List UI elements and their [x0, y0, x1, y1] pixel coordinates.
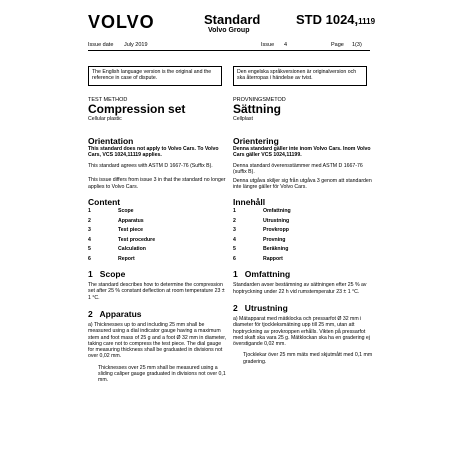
right-column [233, 97, 373, 365]
english-note-box: The English language version is the original and the reference in case of dispute. [88, 66, 222, 86]
orientation-text-2: Denna utgåva skiljer sig från utgåva 3 genom att standarden inte längre gäller för Volvo Cars. [233, 177, 372, 191]
standard-title: Standard [204, 12, 261, 27]
issue-date-label: Issue date [88, 42, 114, 48]
contents-item [88, 255, 228, 265]
contents-item [233, 226, 373, 236]
standard-number-main: STD 1024, [296, 12, 359, 27]
issue-number: 4 [284, 42, 288, 48]
contents-title: Rapport [263, 255, 283, 262]
contents-item [233, 255, 373, 265]
doc-subtitle: Cellular plastic [88, 116, 122, 123]
orientation-text-1: This standard agrees with ASTM D 1667-76 (Suffix B). [88, 163, 213, 170]
contents-title: Test piece [118, 227, 143, 234]
doc-subtitle: Cellplast [233, 116, 253, 123]
scope-heading: 1 Scope [88, 269, 126, 280]
contents-number: 2 [233, 217, 236, 224]
contents-title: Beräkning [263, 246, 289, 253]
contents-item [233, 245, 373, 255]
contents-item [88, 226, 228, 236]
contents-number: 4 [88, 236, 91, 243]
contents-item [88, 236, 228, 246]
contents-item [88, 207, 228, 217]
orientation-bold: This standard does not apply to Volvo Cars. To Volvo Cars, VCS 1024,11119 applies. [88, 145, 219, 158]
swedish-note-box: Den engelska språkversionen är originalversion och ska återropas i händelse av tvist. [233, 66, 367, 86]
contents-item [88, 217, 228, 227]
contents-item [233, 207, 373, 217]
scope-text: The standard describes how to determine the compression set after 25 % constant deflection at room temperature 23 ± 1 °C. [88, 282, 225, 301]
contents-item [233, 217, 373, 227]
contents-item [88, 245, 228, 255]
method-label: TEST METHOD [88, 97, 128, 103]
contents-number: 5 [88, 246, 91, 253]
standard-number [296, 12, 375, 27]
standard-subtitle: Volvo Group [208, 27, 250, 34]
contents-title: Calculation [118, 246, 146, 253]
contents-number: 6 [88, 255, 91, 262]
contents-title: Report [118, 255, 135, 262]
issue-date: July 2019 [124, 42, 148, 48]
doc-title: Sättning [233, 102, 281, 117]
doc-title: Compression set [88, 102, 186, 117]
method-label: PROVNINGSMETOD [233, 97, 286, 103]
orientation-text-2: This issue differs from issue 3 in that the standard no longer applies to Volvo Cars. [88, 177, 226, 190]
contents-title: Apparatus [118, 217, 144, 224]
orientation-bold: Denna standard gäller inte inom Volvo Cars. Inom Volvo Cars gäller VCS 1024,11199. [233, 145, 371, 158]
left-column [88, 97, 228, 384]
contents-title: Provkropp [263, 227, 289, 234]
orientation-heading: Orientering [233, 135, 279, 146]
issue-label: Issue [261, 42, 275, 48]
contents-title: Provning [263, 236, 286, 243]
apparatus-heading: 2 Apparatus [88, 308, 142, 319]
contents-number: 6 [233, 255, 236, 262]
apparatus-text-1: a) Thicknesses up to and including 25 mm shall be measured using a dial indicator gauge having a maximum stem and foot mass of 25 g and a foot Ø 32 mm in diameter, taking care not to compress the test piece. The dial gauge for measuring thickness shall be graduated in divisions not over 0,02 mm. [88, 321, 227, 360]
contents-heading: Innehåll [233, 197, 266, 208]
orientation-heading: Orientation [88, 135, 134, 146]
orientation-text-1: Denna standard överensstämmer med ASTM D 1667-76 (suffix B). [233, 163, 363, 176]
contents-number: 5 [233, 246, 236, 253]
contents-title: Utrustning [263, 217, 290, 224]
apparatus-text-2: Thicknesses over 25 mm shall be measured using a sliding caliper gauge graduated in divisions not over 0,1 mm. [98, 364, 226, 384]
contents-number: 3 [88, 227, 91, 234]
contents-number: 1 [233, 208, 236, 215]
scope-text: Standarden avser bestämning av sättningen efter 25 % av hoptryckning under 22 h vid rumstemperatur 23 ± 1 °C. [233, 282, 367, 295]
contents-title: Omfattning [263, 208, 291, 215]
page-number: 1(3) [352, 42, 362, 48]
page-label: Page [331, 42, 344, 48]
contents-title: Test procedure [118, 236, 156, 243]
apparatus-text-2: Tjocklekar över 25 mm mäts med skjutmått med 0,1 mm gradering. [243, 352, 373, 365]
contents-number: 4 [233, 236, 236, 243]
contents-heading: Content [88, 197, 121, 208]
volvo-logo: VOLVO [88, 12, 155, 32]
contents-item [233, 236, 373, 246]
contents-number: 1 [88, 208, 91, 215]
header-divider [88, 50, 370, 51]
contents-number: 3 [233, 227, 236, 234]
standard-number-suffix: 1119 [358, 17, 376, 26]
scope-heading: 1 Omfattning [233, 269, 291, 280]
contents-number: 2 [88, 217, 91, 224]
apparatus-heading: 2 Utrustning [233, 302, 288, 313]
contents-title: Scope [118, 208, 134, 215]
apparatus-text-1: a) Mätapparat med mätklocka och pressarfot Ø 32 mm i diameter för tjockleksmätning upp till 25 mm, utan att hoptryckning av provkroppen erhålls. Vikten på pressarfot med skaft ska vara 25 g. Mätklockan ska ha en gradering ej överstigande 0,02 mm. [233, 315, 370, 348]
